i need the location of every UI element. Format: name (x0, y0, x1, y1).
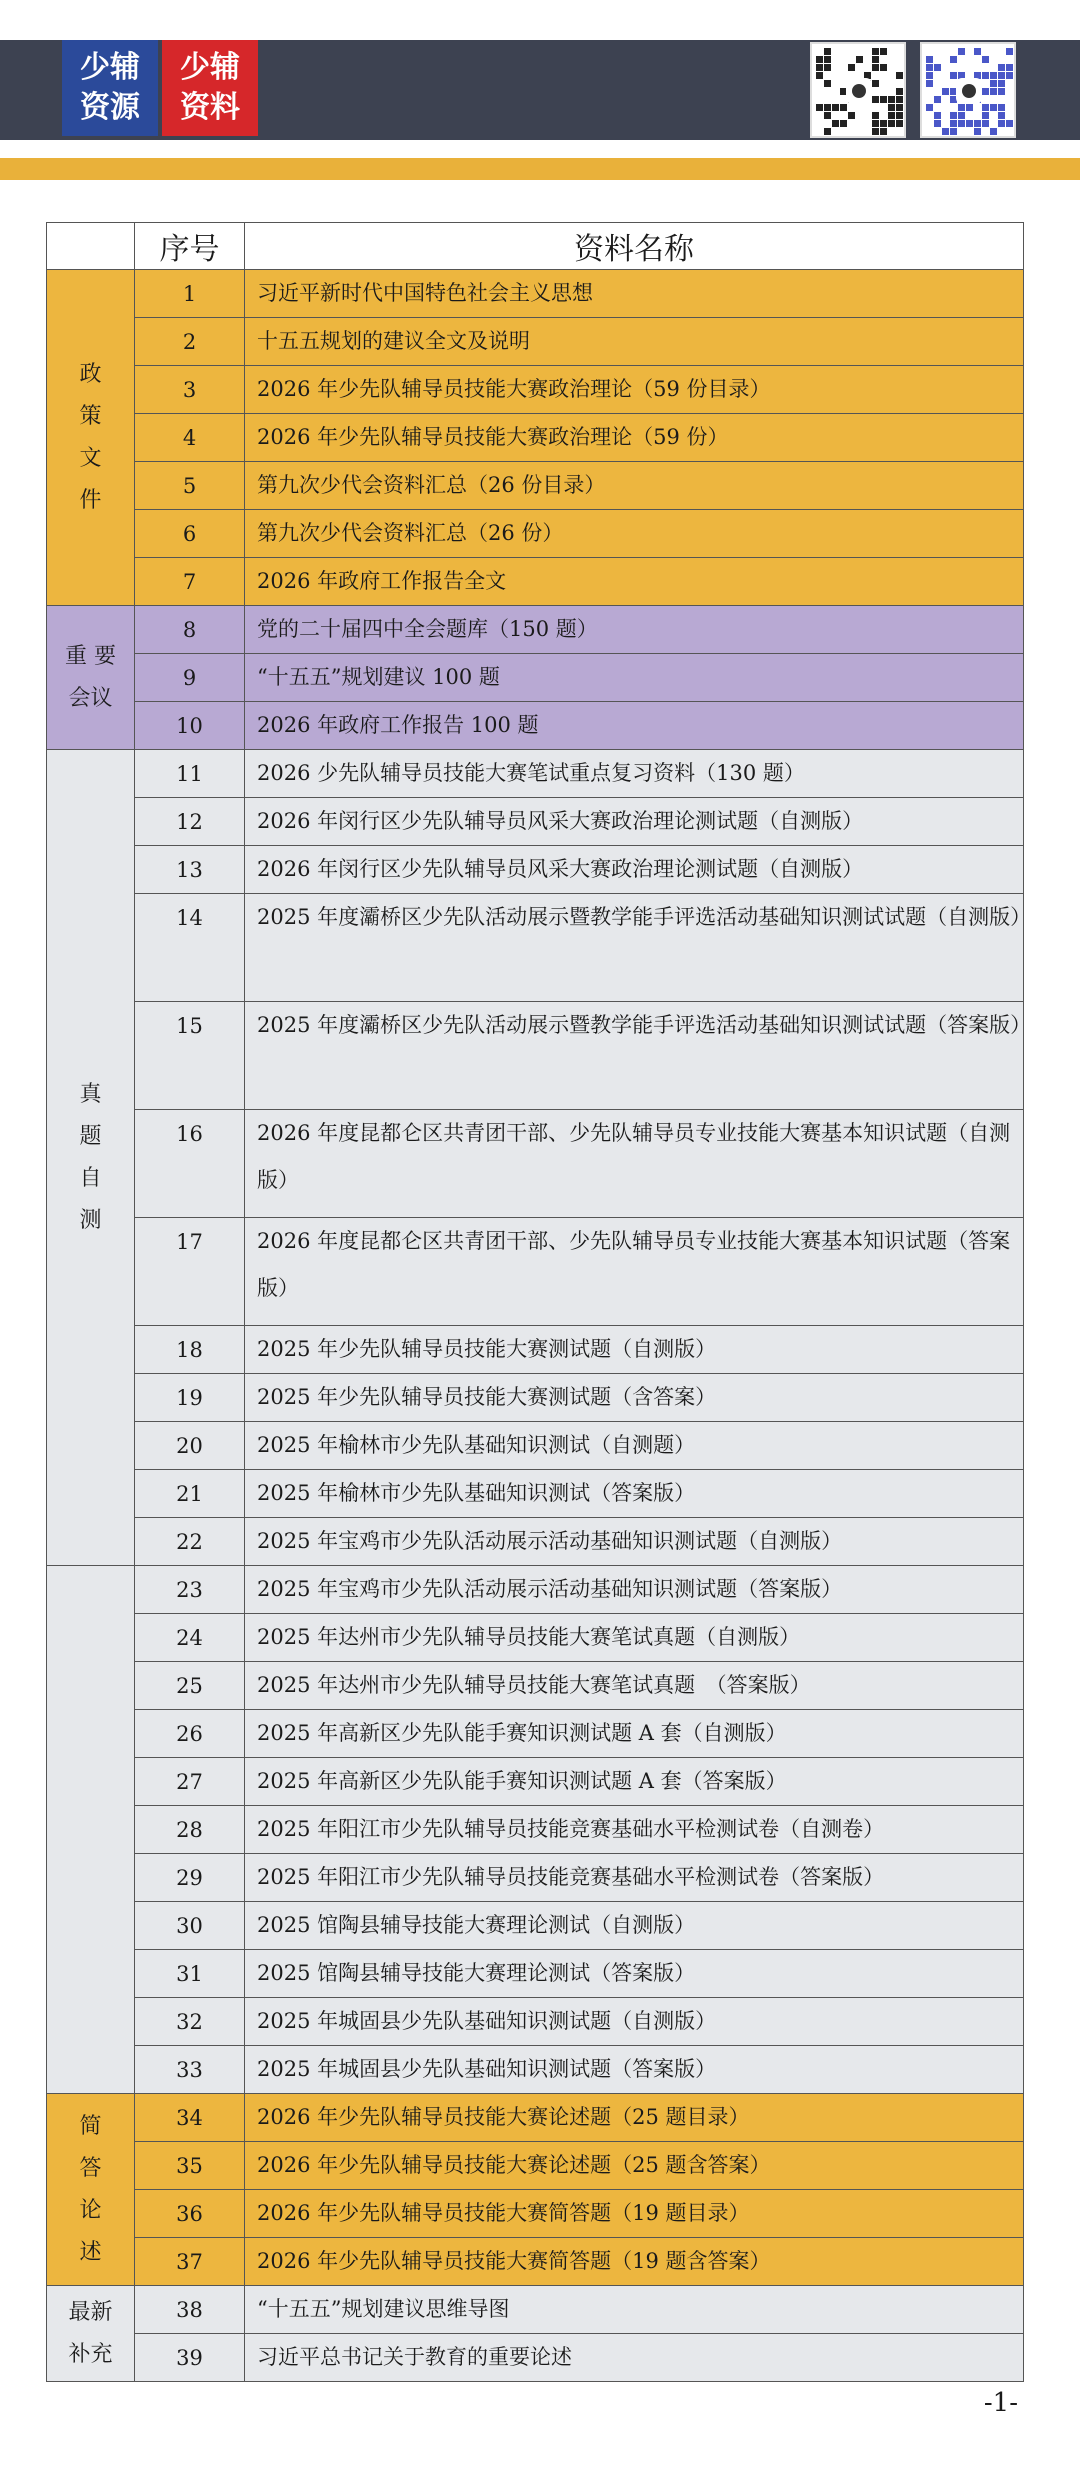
row-title: 2026 年少先队辅导员技能大赛简答题（19 题含答案） (245, 2238, 1024, 2286)
row-title: 2026 年少先队辅导员技能大赛简答题（19 题目录） (245, 2190, 1024, 2238)
row-index: 34 (135, 2094, 245, 2142)
category-cell: 真 题 自 测 (47, 750, 135, 1566)
qr-code-1 (810, 42, 906, 138)
category-cell: 简 答 论 述 (47, 2094, 135, 2286)
row-index: 19 (135, 1374, 245, 1422)
table-row (47, 1614, 1024, 1662)
row-index: 7 (135, 558, 245, 606)
table-row (47, 1998, 1024, 2046)
row-title: 2026 年少先队辅导员技能大赛论述题（25 题含答案） (245, 2142, 1024, 2190)
table-row (47, 1662, 1024, 1710)
row-title: 党的二十届四中全会题库（150 题） (245, 606, 1024, 654)
table-row (47, 1758, 1024, 1806)
row-title: 2025 年达州市少先队辅导员技能大赛笔试真题 （答案版） (245, 1662, 1024, 1710)
row-index: 23 (135, 1566, 245, 1614)
row-title: 2025 年城固县少先队基础知识测试题（答案版） (245, 2046, 1024, 2094)
table-row (47, 2334, 1024, 2382)
row-title: 第九次少代会资料汇总（26 份目录） (245, 462, 1024, 510)
row-index: 12 (135, 798, 245, 846)
row-index: 35 (135, 2142, 245, 2190)
header-stripe (0, 158, 1080, 180)
category-cell: 最新 补充 (47, 2286, 135, 2382)
table-row (47, 1422, 1024, 1470)
table-row (47, 1110, 1024, 1218)
row-title: “十五五”规划建议 100 题 (245, 654, 1024, 702)
header-index: 序号 (135, 223, 245, 270)
row-index: 15 (135, 1002, 245, 1110)
row-title: 2026 年少先队辅导员技能大赛政治理论（59 份目录） (245, 366, 1024, 414)
category-cell: 政 策 文 件 (47, 270, 135, 606)
table-row (47, 2190, 1024, 2238)
row-title: 2025 年高新区少先队能手赛知识测试题 A 套（自测版） (245, 1710, 1024, 1758)
row-index: 20 (135, 1422, 245, 1470)
category-cell: 重 要 会议 (47, 606, 135, 750)
table-row (47, 1902, 1024, 1950)
qr-code-2 (920, 42, 1016, 138)
table-row (47, 1470, 1024, 1518)
table-row (47, 1326, 1024, 1374)
row-index: 16 (135, 1110, 245, 1218)
table-row (47, 2286, 1024, 2334)
row-index: 28 (135, 1806, 245, 1854)
table-row (47, 510, 1024, 558)
row-title: 2025 年宝鸡市少先队活动展示活动基础知识测试题（自测版） (245, 1518, 1024, 1566)
brand-logo-shaofu-ziliao: 少辅 资料 (162, 40, 258, 136)
row-title: 习近平新时代中国特色社会主义思想 (245, 270, 1024, 318)
row-title: 2025 年榆林市少先队基础知识测试（自测题） (245, 1422, 1024, 1470)
table-row (47, 1374, 1024, 1422)
resource-table (46, 222, 1032, 2382)
row-title: 2025 年少先队辅导员技能大赛测试题（自测版） (245, 1326, 1024, 1374)
table-row (47, 2046, 1024, 2094)
table-row (47, 1002, 1024, 1110)
table-row (47, 654, 1024, 702)
header-name: 资料名称 (245, 223, 1024, 270)
table-row (47, 1806, 1024, 1854)
row-index: 4 (135, 414, 245, 462)
table-row (47, 1566, 1024, 1614)
row-index: 39 (135, 2334, 245, 2382)
row-index: 31 (135, 1950, 245, 1998)
table-row (47, 798, 1024, 846)
row-title: 2026 年少先队辅导员技能大赛论述题（25 题目录） (245, 2094, 1024, 2142)
row-title: 2025 年阳江市少先队辅导员技能竞赛基础水平检测试卷（自测卷） (245, 1806, 1024, 1854)
brand-logo-shaofu-ziyuan: 少辅 资源 (62, 40, 158, 136)
row-index: 5 (135, 462, 245, 510)
table-row (47, 846, 1024, 894)
table-row (47, 1710, 1024, 1758)
row-title: 2026 年闵行区少先队辅导员风采大赛政治理论测试题（自测版） (245, 846, 1024, 894)
row-title: 2025 年度灞桥区少先队活动展示暨教学能手评选活动基础知识测试试题（自测版） (245, 894, 1024, 1002)
table-row (47, 2094, 1024, 2142)
table-row (47, 318, 1024, 366)
row-title: 2026 少先队辅导员技能大赛笔试重点复习资料（130 题） (245, 750, 1024, 798)
row-title: 2025 年少先队辅导员技能大赛测试题（含答案） (245, 1374, 1024, 1422)
category-cell (47, 1566, 135, 2094)
row-title: 2026 年少先队辅导员技能大赛政治理论（59 份） (245, 414, 1024, 462)
row-index: 2 (135, 318, 245, 366)
table-row (47, 462, 1024, 510)
table-row (47, 414, 1024, 462)
row-title: 2026 年度昆都仑区共青团干部、少先队辅导员专业技能大赛基本知识试题（答案版） (245, 1218, 1024, 1326)
row-index: 10 (135, 702, 245, 750)
table-row (47, 750, 1024, 798)
table-row (47, 702, 1024, 750)
table-header-row (47, 223, 1024, 270)
row-index: 36 (135, 2190, 245, 2238)
table-row (47, 1218, 1024, 1326)
row-title: 2025 年阳江市少先队辅导员技能竞赛基础水平检测试卷（答案版） (245, 1854, 1024, 1902)
row-index: 11 (135, 750, 245, 798)
row-index: 30 (135, 1902, 245, 1950)
table-row (47, 1854, 1024, 1902)
table-row (47, 1518, 1024, 1566)
row-index: 29 (135, 1854, 245, 1902)
row-index: 14 (135, 894, 245, 1002)
row-index: 18 (135, 1326, 245, 1374)
row-index: 13 (135, 846, 245, 894)
row-index: 27 (135, 1758, 245, 1806)
row-title: “十五五”规划建议思维导图 (245, 2286, 1024, 2334)
row-title: 2026 年政府工作报告 100 题 (245, 702, 1024, 750)
row-index: 38 (135, 2286, 245, 2334)
page-number: -1- (983, 2388, 1018, 2418)
table-row (47, 894, 1024, 1002)
table-row (47, 2142, 1024, 2190)
row-title: 2026 年闵行区少先队辅导员风采大赛政治理论测试题（自测版） (245, 798, 1024, 846)
row-title: 2025 年高新区少先队能手赛知识测试题 A 套（答案版） (245, 1758, 1024, 1806)
row-title: 2025 年宝鸡市少先队活动展示活动基础知识测试题（答案版） (245, 1566, 1024, 1614)
row-title: 习近平总书记关于教育的重要论述 (245, 2334, 1024, 2382)
table-row (47, 1950, 1024, 1998)
row-title: 2025 馆陶县辅导技能大赛理论测试（自测版） (245, 1902, 1024, 1950)
header-blank (47, 223, 135, 270)
row-title: 2025 年达州市少先队辅导员技能大赛笔试真题（自测版） (245, 1614, 1024, 1662)
row-title: 第九次少代会资料汇总（26 份） (245, 510, 1024, 558)
row-index: 8 (135, 606, 245, 654)
row-index: 37 (135, 2238, 245, 2286)
table-row (47, 366, 1024, 414)
row-title: 2026 年政府工作报告全文 (245, 558, 1024, 606)
row-title: 2025 年度灞桥区少先队活动展示暨教学能手评选活动基础知识测试试题（答案版） (245, 1002, 1024, 1110)
table-row (47, 2238, 1024, 2286)
row-title: 2025 年榆林市少先队基础知识测试（答案版） (245, 1470, 1024, 1518)
row-title: 十五五规划的建议全文及说明 (245, 318, 1024, 366)
row-index: 24 (135, 1614, 245, 1662)
table-row (47, 558, 1024, 606)
row-title: 2025 年城固县少先队基础知识测试题（自测版） (245, 1998, 1024, 2046)
table-row (47, 270, 1024, 318)
row-index: 6 (135, 510, 245, 558)
row-index: 26 (135, 1710, 245, 1758)
row-index: 21 (135, 1470, 245, 1518)
row-index: 17 (135, 1218, 245, 1326)
row-index: 22 (135, 1518, 245, 1566)
row-title: 2026 年度昆都仑区共青团干部、少先队辅导员专业技能大赛基本知识试题（自测版） (245, 1110, 1024, 1218)
row-index: 33 (135, 2046, 245, 2094)
row-index: 9 (135, 654, 245, 702)
header-bar (0, 40, 1080, 140)
row-index: 25 (135, 1662, 245, 1710)
row-index: 1 (135, 270, 245, 318)
row-index: 3 (135, 366, 245, 414)
table-row (47, 606, 1024, 654)
row-index: 32 (135, 1998, 245, 2046)
row-title: 2025 馆陶县辅导技能大赛理论测试（答案版） (245, 1950, 1024, 1998)
